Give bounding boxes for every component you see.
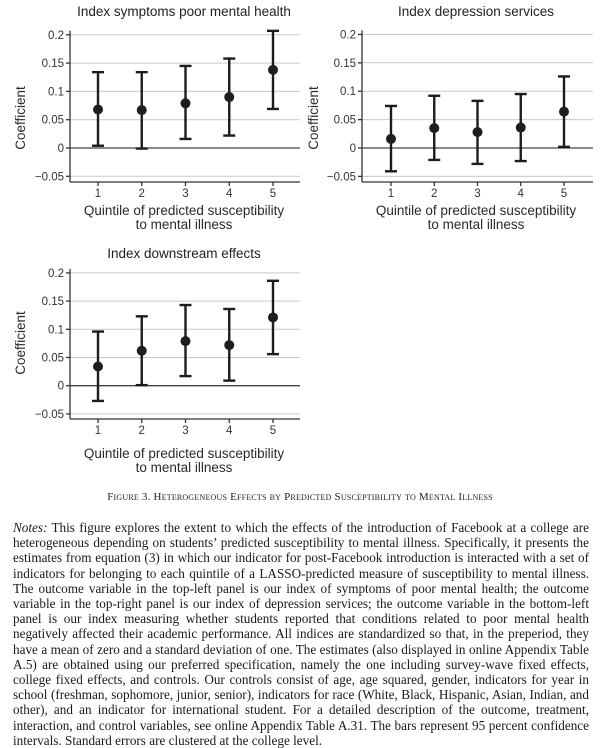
x-tick-label: 3 (474, 188, 481, 200)
point-estimate (473, 127, 483, 137)
y-axis-label: Coefficient (13, 86, 28, 150)
x-axis-label-line1: Quintile of predicted susceptibility (83, 203, 285, 218)
chart-svg (300, 0, 600, 240)
chart-svg (0, 240, 300, 480)
point-estimate (93, 362, 103, 372)
point-estimate (559, 107, 569, 117)
point-estimate (268, 312, 278, 322)
y-tick-label: 0 (57, 380, 64, 393)
point-estimate (137, 105, 147, 115)
y-tick-label: 0 (349, 143, 356, 155)
x-tick-label: 4 (226, 188, 233, 200)
x-tick-label: 1 (94, 425, 102, 437)
data-points (385, 76, 570, 171)
y-tick-label: −0.05 (34, 408, 64, 421)
point-estimate (268, 65, 278, 75)
chart-svg (0, 0, 300, 240)
chart-panel-symptoms (0, 0, 300, 240)
y-tick-label: 0.15 (41, 58, 64, 71)
point-estimate (181, 336, 191, 346)
y-tick-label: 0.2 (48, 29, 64, 42)
y-tick-label: 0.1 (340, 86, 356, 99)
error-bar-point (558, 76, 570, 146)
x-axis-label-line1: Quintile of predicted susceptibility (375, 203, 577, 218)
x-axis-label-line1: Quintile of predicted susceptibility (83, 446, 285, 461)
error-bar-point (180, 66, 192, 139)
x-tick-label: 2 (138, 188, 145, 200)
x-tick-label: 4 (517, 188, 524, 200)
error-bar-point (136, 316, 148, 385)
chart-title: Index downstream effects (107, 246, 261, 261)
point-estimate (181, 98, 191, 108)
data-points (92, 31, 279, 149)
chart-panel-depression-services (300, 0, 600, 240)
chart-title: Index depression services (397, 4, 555, 19)
x-tick-label: 4 (226, 425, 233, 437)
error-bar-point (515, 94, 527, 161)
data-points (92, 281, 279, 401)
error-bar-point (180, 305, 192, 376)
y-axis-label: Coefficient (306, 86, 321, 150)
x-tick-label: 1 (94, 188, 102, 200)
error-bar-point (267, 31, 279, 109)
error-bar-point (428, 96, 440, 160)
figure-notes (13, 520, 589, 748)
x-tick-label: 3 (182, 425, 189, 437)
y-tick-label: 0.15 (41, 296, 64, 309)
x-tick-label: 5 (269, 188, 277, 200)
y-tick-label: 0.2 (340, 29, 356, 42)
error-bar-point (385, 106, 397, 171)
point-estimate (93, 105, 103, 115)
error-bar-point (223, 59, 235, 136)
y-tick-label: 0 (57, 143, 64, 155)
y-tick-label: 0.1 (48, 86, 64, 99)
y-tick-label: −0.05 (326, 171, 356, 184)
x-tick-label: 5 (560, 188, 568, 200)
chart-panel-downstream-effects (0, 240, 300, 480)
y-axis-label: Coefficient (13, 311, 28, 375)
x-tick-label: 5 (269, 425, 277, 437)
error-bar-point (92, 72, 104, 146)
axes (327, 29, 593, 200)
error-bar-point (267, 281, 279, 354)
point-estimate (224, 340, 234, 350)
point-estimate (386, 134, 396, 144)
y-tick-label: 0.1 (48, 324, 64, 337)
point-estimate (516, 123, 526, 133)
x-axis-label-line2: to mental illness (135, 460, 233, 475)
chart-title: Index symptoms poor mental health (77, 4, 291, 19)
notes-lead: Notes: (13, 520, 48, 535)
y-tick-label: 0.05 (41, 114, 64, 127)
x-tick-label: 3 (182, 188, 189, 200)
axes (35, 268, 300, 437)
x-tick-label: 2 (431, 188, 438, 200)
error-bar-point (223, 309, 235, 381)
error-bar-point (92, 332, 104, 401)
y-tick-label: 0.05 (41, 352, 64, 365)
point-estimate (224, 92, 234, 102)
axes (35, 30, 300, 200)
x-tick-label: 1 (387, 188, 395, 200)
y-tick-label: 0.05 (333, 114, 356, 127)
x-tick-label: 2 (138, 425, 145, 437)
error-bar-point (136, 72, 148, 148)
point-estimate (429, 123, 439, 133)
figure-caption: Figure 3. Heterogeneous Effects by Predicted Susceptibility to Mental Illness (107, 491, 493, 503)
y-tick-label: 0.15 (333, 57, 356, 70)
point-estimate (137, 346, 147, 356)
x-axis-label-line2: to mental illness (135, 217, 233, 232)
y-tick-label: 0.2 (48, 267, 64, 280)
x-axis-label-line2: to mental illness (427, 217, 525, 232)
notes-body: This figure explores the extent to which the effects of the introduction of Facebook at a college are heterogeneous depending on students’ predicted susceptibility to mental illness. Specifically, it presents the estimates from equation (3) in which our indicator for post-Facebook introduction is interacted with a set of indicators for belonging to each quintile of a LASSO-predicted measure of susceptibility to mental illness. The outcome variable in the top-left panel is our index of symptoms of poor mental health; the outcome variable in the top-right panel is our index of depression services; the outcome variable in the bottom-left panel is our index measuring whether students reported that conditions related to poor mental health negatively affected their academic performance. All indices are standardized so that, in the preperiod, they have a mean of zero and a standard deviation of one. The estimates (also displayed in online Appendix Table A.5) are obtained using our preferred specification, namely the one including survey-wave fixed effects, college fixed effects, and controls. Our controls consist of age, age squared, gender, indicators for year in school (freshman, sophomore, junior, senior), indicators for race (White, Black, Hispanic, Asian, Indian, and other), and an indicator for international student. For a detailed description of the outcome, treatment, interaction, and control variables, see online Appendix Table A.31. The bars represent 95 percent confidence intervals. Standard errors are clustered at the college level. (13, 520, 589, 748)
error-bar-point (472, 101, 484, 164)
y-tick-label: −0.05 (34, 171, 64, 184)
